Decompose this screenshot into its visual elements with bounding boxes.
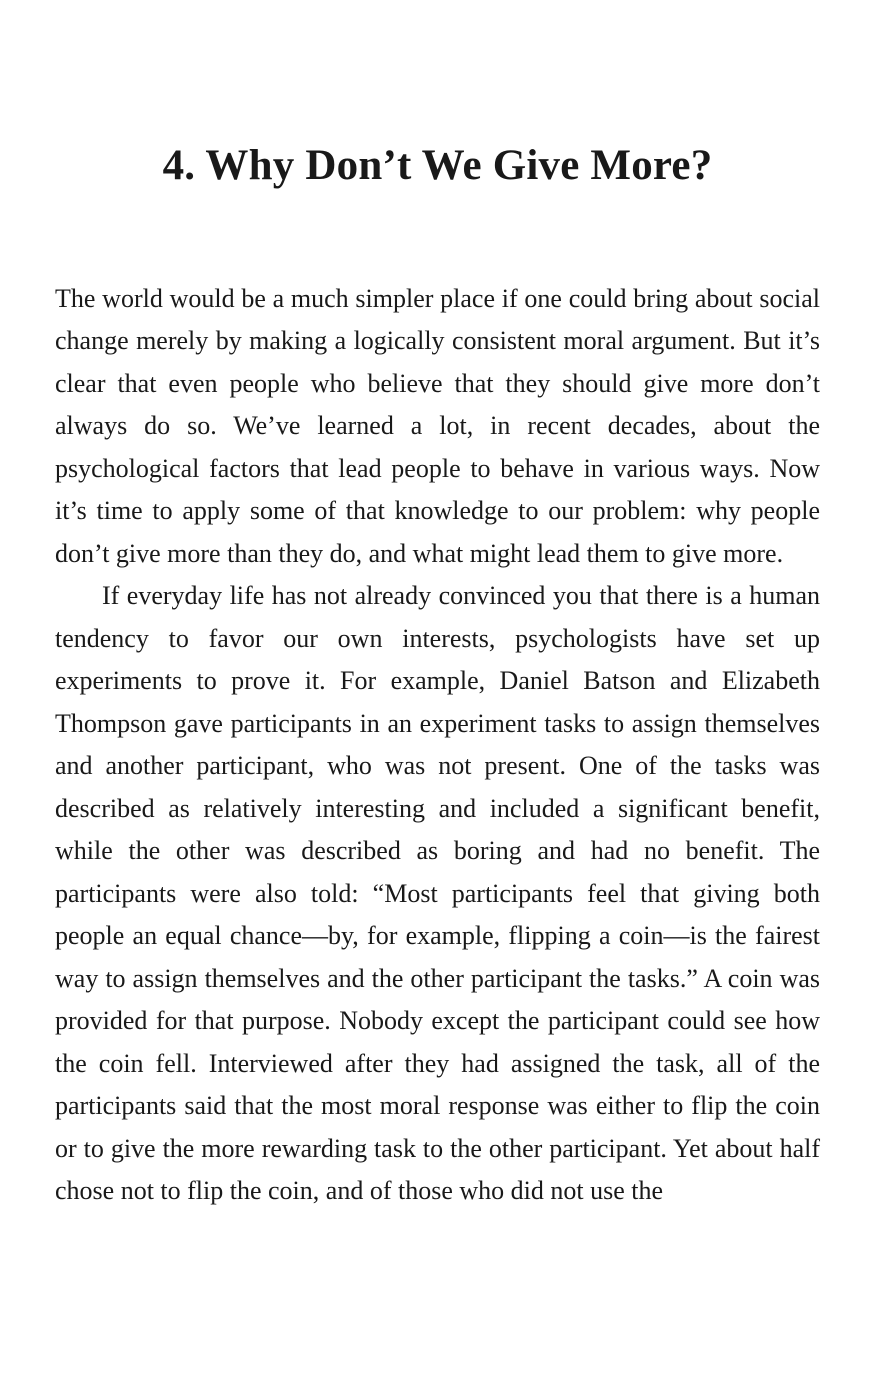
chapter-body	[55, 278, 820, 1213]
chapter-title: 4. Why Don’t We Give More?	[162, 142, 713, 189]
paragraph-1: The world would be a much simpler place if one could bring about social change merely by making a logically consistent moral argument. But it’s clear that even people who believe that they should give more don’t always do so. We’ve learned a lot, in recent decades, about the psychological factors that lead people to behave in various ways. Now it’s time to apply some of that knowledge to our problem: why people don’t give more than they do, and what might lead them to give more.	[55, 283, 820, 568]
paragraph-2: If everyday life has not already convinced you that there is a human tendency to favor our own interests, psychologists have set up experiments to prove it. For example, Daniel Batson and Elizabeth Thompson gave participants in an experiment tasks to assign themselves and another participant, who was not present. One of the tasks was described as relatively interesting and included a significant benefit, while the other was described as boring and had no benefit. The participants were also told: “Most participants feel that giving both people an equal chance—by, for example, flipping a coin—is the fairest way to assign themselves and the other participant the tasks.” A coin was provided for that purpose. Nobody except the participant could see how the coin fell. Interviewed after they had assigned the task, all of the participants said that the most moral response was either to flip the coin or to give the more rewarding task to the other participant. Yet about half chose not to flip the coin, and of those who did not use the	[55, 581, 820, 1206]
